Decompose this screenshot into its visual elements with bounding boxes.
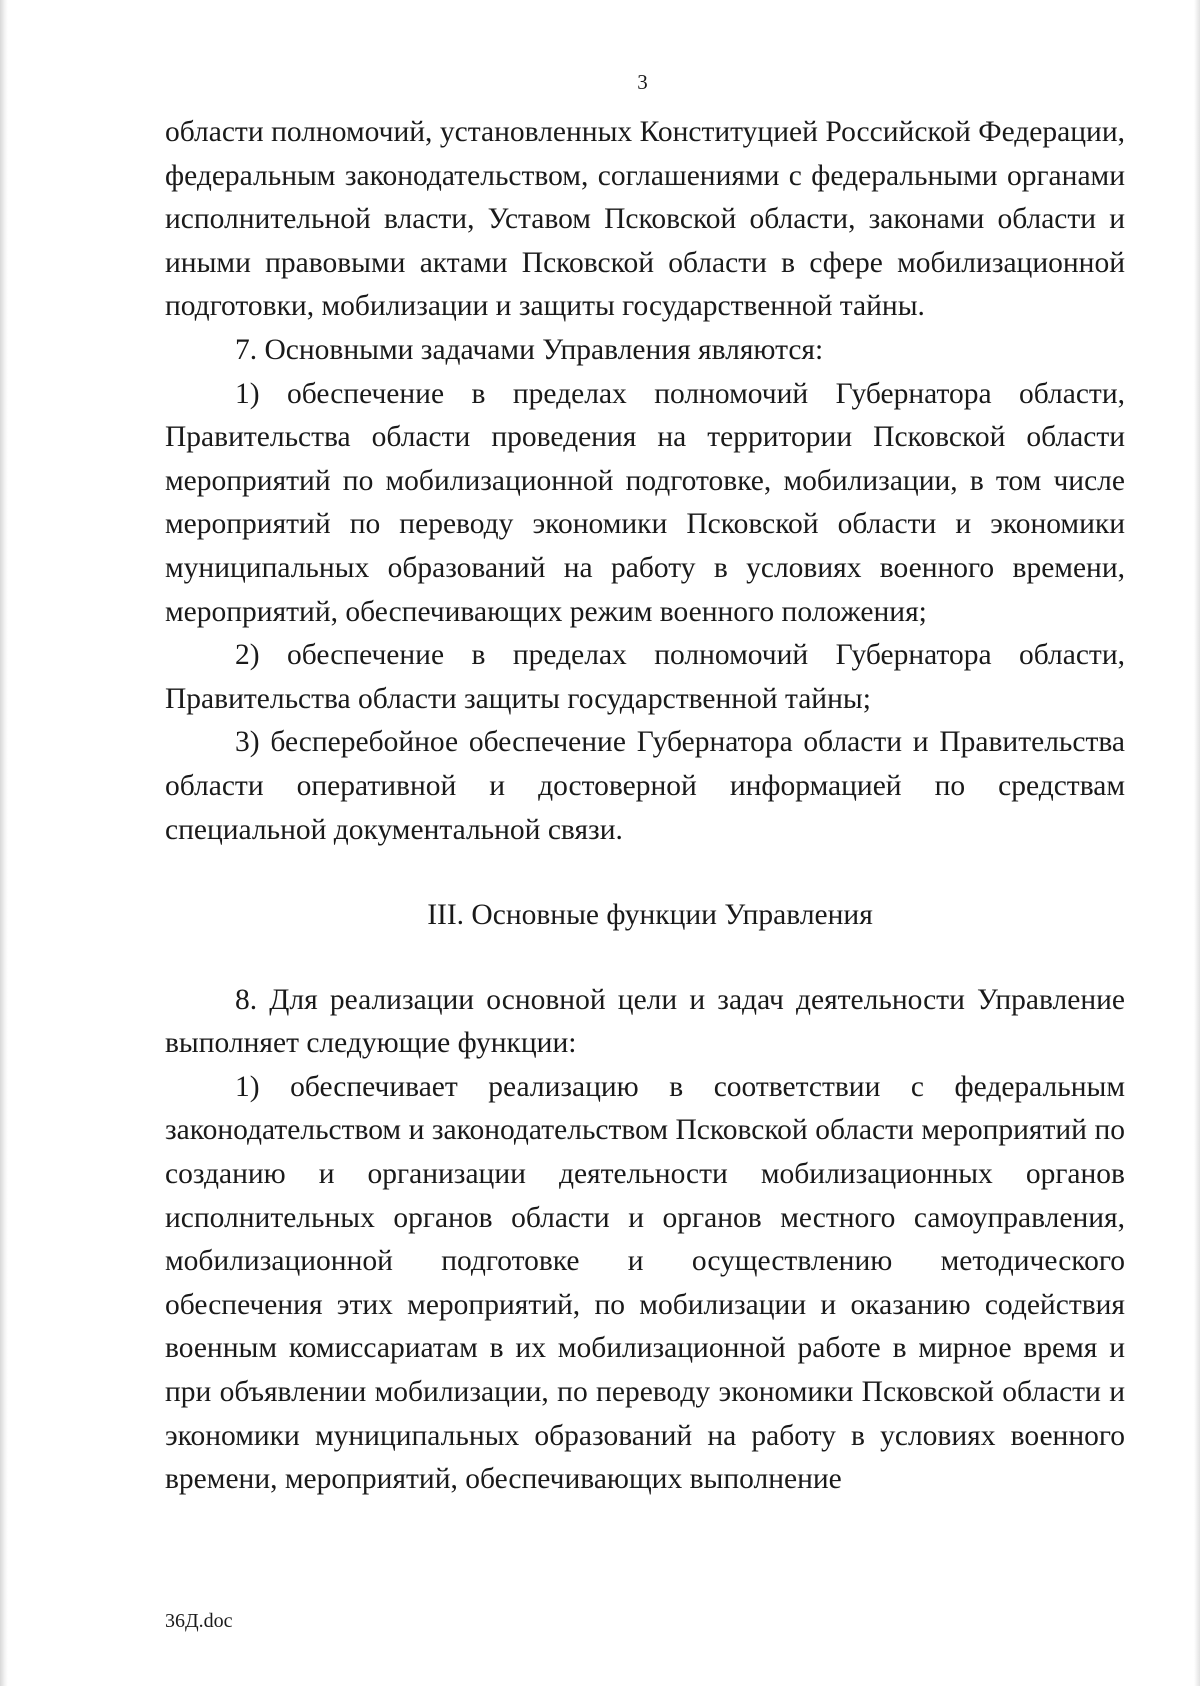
page-number: 3 bbox=[637, 70, 648, 94]
section-heading: III. Основные функции Управления bbox=[427, 899, 873, 932]
scan-edge-left bbox=[0, 0, 8, 1686]
paragraph-task-1: 1) обеспечение в пределах полномочий Губернатора области, Правительства области проведения на территории Псковской области мероприятий по мобилизационной подготовке, мобилизации, в том числе мероприятий по переводу экономики Псковской области и экономики муниципальных образований на работу в условиях военного времени, мероприятий, обеспечивающих режим военного положения; bbox=[165, 377, 1125, 628]
paragraph-task-3: 3) бесперебойное обеспечение Губернатора области и Правительства области оперативной и достоверной информацией по средствам специальной документальной связи. bbox=[165, 726, 1125, 846]
paragraph-continuation: области полномочий, установленных Конституцией Российской Федерации, федеральным законодательством, соглашениями с федеральными органами исполнительной власти, Уставом Псковской области, законами области и иными правовыми актами Псковской области в сфере мобилизационной подготовки, мобилизации и защиты государственной тайны. bbox=[165, 116, 1125, 323]
document-body bbox=[165, 111, 1125, 1502]
footer-file-code: 36Д.doc bbox=[165, 1610, 233, 1632]
paragraph-function-1: 1) обеспечивает реализацию в соответствии с федеральным законодательством и законодательством Псковской области мероприятий по созданию и организации деятельности мобилизационных органов исполнительных органов области и органов местного самоуправления, мобилизационной подготовке и осуществлению методического обеспечения этих мероприятий, по мобилизации и оказанию содействия военным комиссариатам в их мобилизационной работе в мирное время и при объявлении мобилизации, по переводу экономики Псковской области и экономики муниципальных образований на работу в условиях военного времени, мероприятий, обеспечивающих выполнение bbox=[165, 1070, 1125, 1496]
scan-edge-right bbox=[1194, 0, 1200, 1686]
paragraph-item-8: 8. Для реализации основной цели и задач деятельности Управление выполняет следующие функции: bbox=[165, 983, 1125, 1060]
paragraph-item-7: 7. Основными задачами Управления являются: bbox=[235, 333, 824, 366]
paragraph-task-2: 2) обеспечение в пределах полномочий Губернатора области, Правительства области защиты государственной тайны; bbox=[165, 639, 1125, 715]
